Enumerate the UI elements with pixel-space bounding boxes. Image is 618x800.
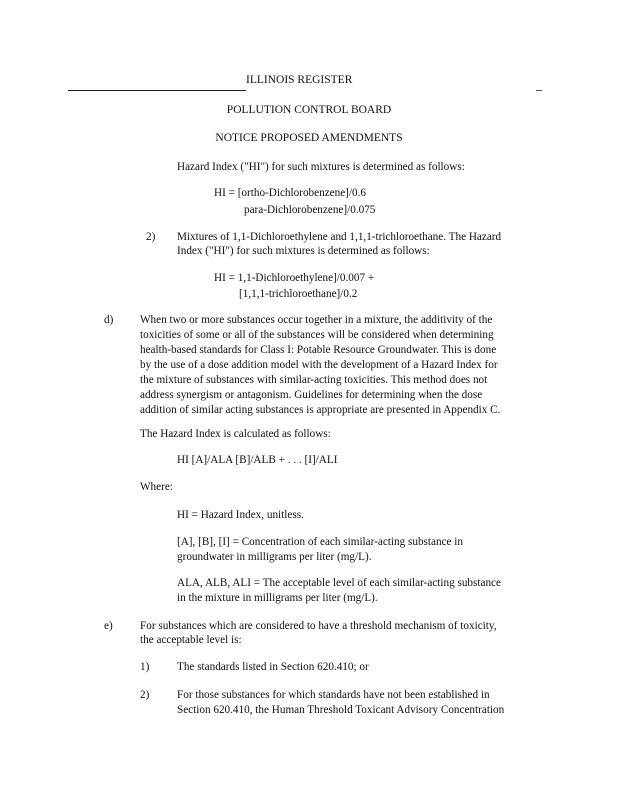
section-e-line1: For substances which are considered to have a threshold mechanism of toxicity,: [140, 620, 497, 632]
section-d-line: the mixture of substances with similar-acting toxicities. This method does not: [140, 374, 488, 386]
header-mark: [536, 90, 542, 91]
formula2-line1: HI = 1,1-Dichloroethylene]/0.007 +: [214, 272, 375, 284]
section-e-item2-line1: For those substances for which standards have not been established in: [177, 689, 490, 701]
section-d-line: When two or more substances occur together in a mixture, the additivity of the: [140, 314, 493, 326]
section-e-item1-marker: 1): [140, 661, 150, 673]
formula2-line2: [1,1,1-trichloroethane]/0.2: [239, 288, 358, 300]
header-rule: [68, 90, 246, 91]
section-e-item1-text: The standards listed in Section 620.410; or: [177, 661, 369, 673]
section-e-item2-marker: 2): [140, 689, 150, 701]
section-d-marker: d): [104, 314, 114, 326]
section-e-marker: e): [104, 620, 113, 632]
section-e-line2: the acceptable level is:: [140, 634, 242, 646]
hazard-intro: Hazard Index ("HI") for such mixtures is determined as follows:: [177, 161, 465, 173]
definition-acceptable: ALA, ALB, ALI = The acceptable level of each similar-acting substance: [177, 577, 501, 589]
item2-line2: Index ("HI") for such mixtures is determined as follows:: [177, 245, 430, 257]
definition-concentration: [A], [B], [I] = Concentration of each similar-acting substance in: [177, 536, 463, 548]
section-d-line: address synergism or antagonism. Guidelines for determining when the dose: [140, 389, 483, 401]
definition-concentration-cont: groundwater in milligrams per liter (mg/L).: [177, 551, 372, 563]
calc-intro: The Hazard Index is calculated as follows:: [140, 428, 331, 440]
item2-line1: Mixtures of 1,1-Dichloroethylene and 1,1,1-trichloroethane. The Hazard: [177, 231, 502, 243]
board-title: POLLUTION CONTROL BOARD: [226, 104, 392, 116]
section-d-line: toxicities of some or all of the substances will be considered when determining: [140, 329, 494, 341]
section-d-line: health-based standards for Class I: Potable Resource Groundwater. This is done: [140, 344, 497, 356]
section-e-item2-line2: Section 620.410, the Human Threshold Toxicant Advisory Concentration: [177, 704, 505, 716]
notice-title: NOTICE PROPOSED AMENDMENTS: [215, 132, 403, 144]
definition-hi: HI = Hazard Index, unitless.: [177, 509, 304, 521]
register-title: ILLINOIS REGISTER: [246, 74, 353, 86]
item2-marker: 2): [146, 231, 156, 243]
hazard-formula: HI [A]/ALA [B]/ALB + . . . [I]/ALI: [177, 454, 338, 466]
where-label: Where:: [140, 481, 173, 493]
section-d-line: addition of similar acting substances is appropriate are presented in Appendix C.: [140, 404, 501, 416]
section-d-line: by the use of a dose addition model with the development of a Hazard Index for: [140, 359, 498, 371]
formula1-line1: HI = [ortho-Dichlorobenzene]/0.6: [214, 187, 367, 199]
definition-acceptable-cont: in the mixture in milligrams per liter (mg/L).: [177, 592, 378, 604]
formula1-line2: para-Dichlorobenzene]/0.075: [244, 204, 376, 216]
